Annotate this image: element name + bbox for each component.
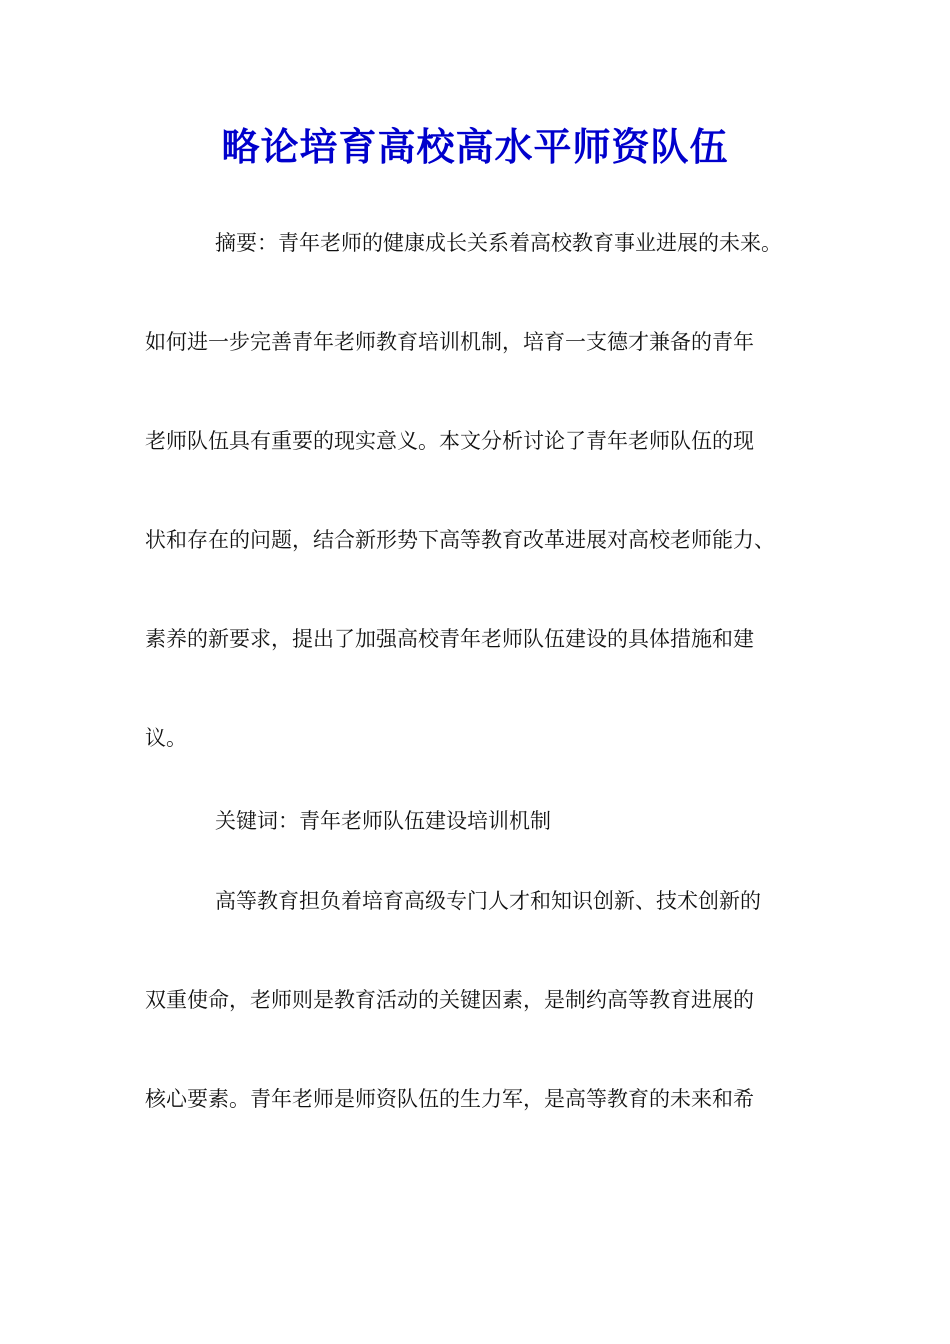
abstract-line-4: 状和存在的问题，结合新形势下高等教育改革进展对高校老师能力、: [145, 528, 775, 552]
body-line-1: 高等教育担负着培育高级专门人才和知识创新、技术创新的: [215, 889, 761, 913]
abstract-line-6: 议。: [145, 726, 187, 750]
document-title: 略论培育高校高水平师资队伍: [221, 124, 729, 169]
abstract-line-3: 老师队伍具有重要的现实意义。本文分析讨论了青年老师队伍的现: [145, 429, 754, 453]
keywords-line: 关键词：青年老师队伍建设培训机制: [215, 809, 551, 833]
abstract-line-2: 如何进一步完善青年老师教育培训机制，培育一支德才兼备的青年: [145, 330, 754, 354]
body-line-3: 核心要素。青年老师是师资队伍的生力军，是高等教育的未来和希: [145, 1087, 754, 1111]
abstract-line-5: 素养的新要求，提出了加强高校青年老师队伍建设的具体措施和建: [145, 627, 754, 651]
abstract-line-1: 摘要：青年老师的健康成长关系着高校教育事业进展的未来。: [215, 231, 782, 255]
body-line-2: 双重使命，老师则是教育活动的关键因素，是制约高等教育进展的: [145, 988, 754, 1012]
